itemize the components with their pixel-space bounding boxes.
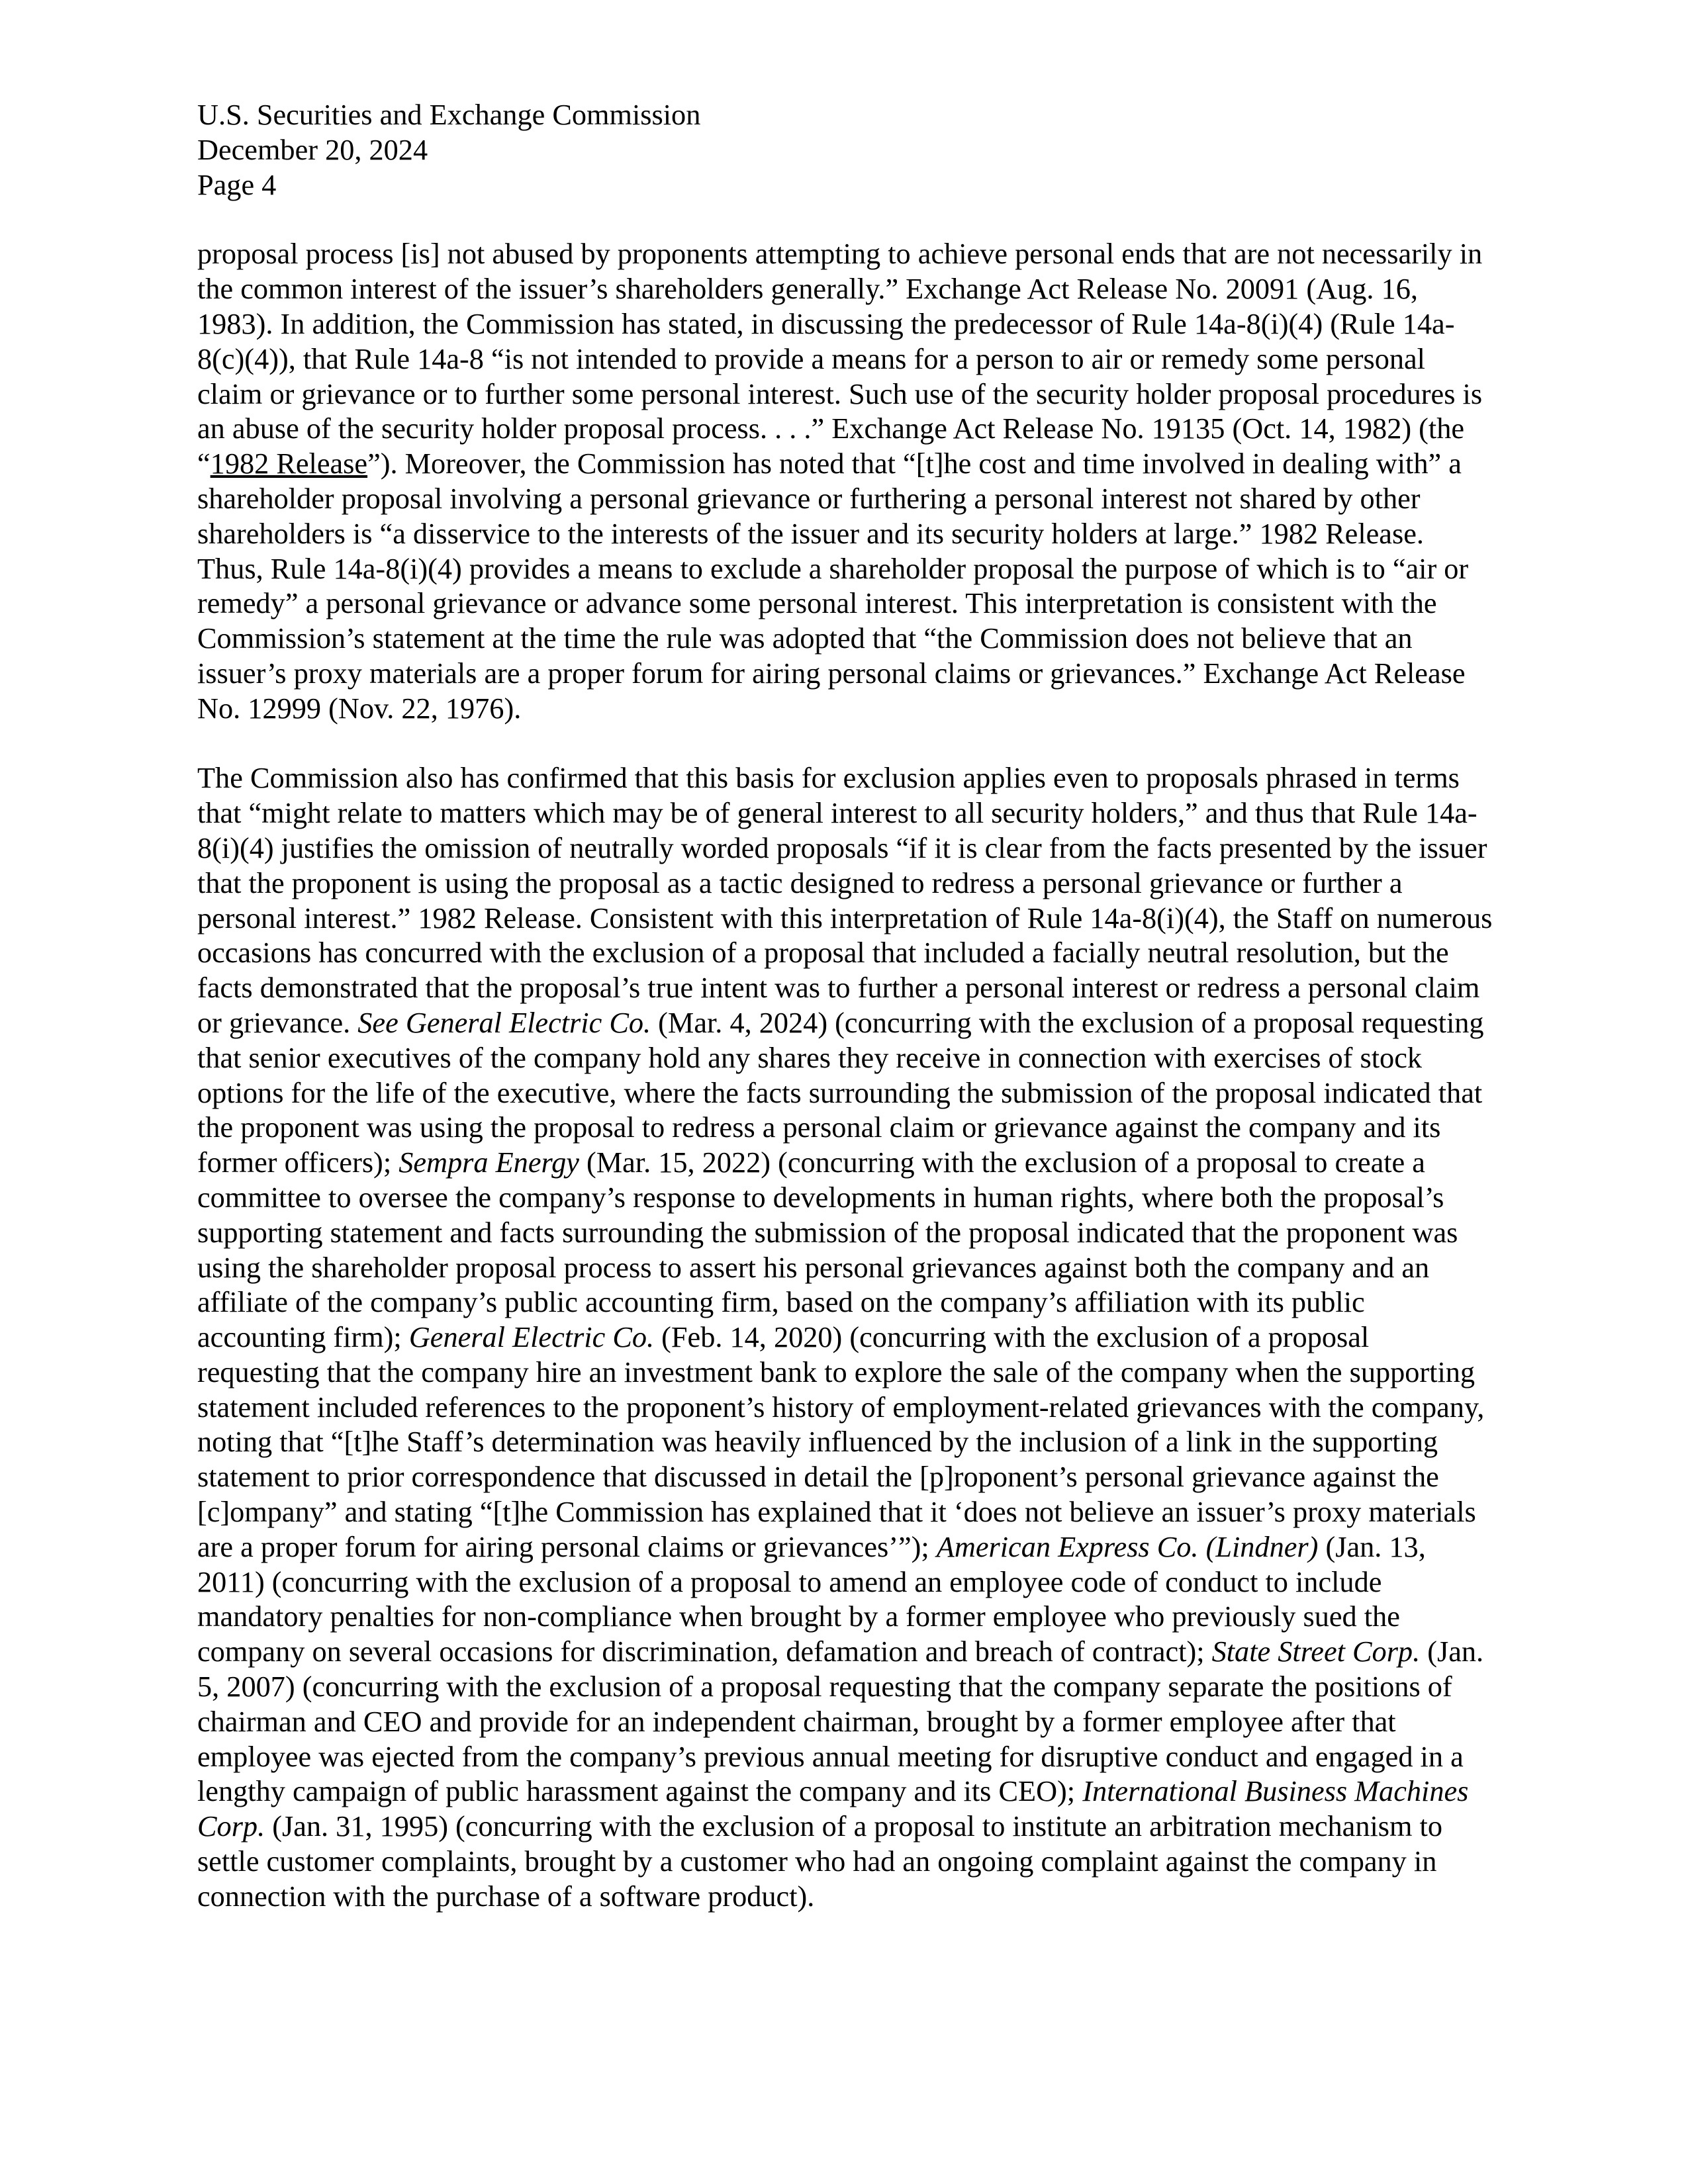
para1-text-b: ”). Moreover, the Commission has noted that “[t]he cost and time involved in dealing with” a shareholder proposal involving a personal grievance or furthering a personal interest not shared by other shareholders is “a disservice to the interests of the issuer and its security holders at large.” 1982 Release. Thus, Rule 14a-8(i)(4) provides a means to exclude a shareholder proposal the purpose of which is to “air or remedy” a personal grievance or advance some personal interest. This interpretation is consistent with the Commission’s statement at the time the rule was adopted that “the Commission does not believe that an issuer’s proxy materials are a proper forum for airing personal claims or grievances.” Exchange Act Release No. 12999 (Nov. 22, 1976). (197, 447, 1469, 725)
para2-text-b: (Mar. 4, 2024) (concurring with the exclusion of a proposal requesting that senior executives of the company hold any shares they receive in connection with exercises of stock options for the life of the executive, where the facts surrounding the submission of the proposal indicated that the proponent was using the proposal to redress a personal claim or grievance against the company and its former officers); (197, 1006, 1484, 1179)
body-paragraph-1 (197, 237, 1495, 726)
case-citation-amex: American Express Co. (Lindner) (936, 1530, 1319, 1563)
case-citation-state-street: State Street Corp. (1211, 1635, 1421, 1668)
case-citation-sempra: Sempra Energy (399, 1146, 579, 1179)
letter-page (197, 98, 1495, 1949)
defined-term-1982-release: 1982 Release (210, 447, 368, 480)
para2-text-c: (Mar. 15, 2022) (concurring with the exclusion of a proposal to create a committee to oversee the company’s response to developments in human rights, where both the proposal’s supporting statement and facts surrounding the submission of the proposal indicated that the proponent was using the shareholder proposal process to assert his personal grievances against both the company and an affiliate of the company’s public accounting firm, based on the company’s affiliation with its public accounting firm); (197, 1146, 1458, 1354)
case-citation-ge-2020: General Electric Co. (408, 1321, 655, 1354)
para2-text-d: (Feb. 14, 2020) (concurring with the exclusion of a proposal requesting that the company hire an investment bank to explore the sale of the company when the supporting statement included references to the proponent’s history of employment-related grievances with the company, noting that “[t]he Staff’s determination was heavily influenced by the inclusion of a link in the supporting statement to prior correspondence that discussed in detail the [p]roponent’s personal grievance against the [c]ompany” and stating “[t]he Commission has explained that it ‘does not believe an issuer’s proxy materials are a proper forum for airing personal claims or grievances’”); (197, 1321, 1485, 1563)
header-page-number: Page 4 (197, 168, 277, 201)
para2-text-g: (Jan. 31, 1995) (concurring with the exclusion of a proposal to institute an arbitration mechanism to settle customer complaints, brought by a customer who had an ongoing complaint against the company in connection with the purchase of a software product). (197, 1810, 1442, 1913)
letter-header (197, 98, 1495, 203)
para2-text-e: (Jan. 13, 2011) (concurring with the exclusion of a proposal to amend an employee code of conduct to include mandatory penalties for non-compliance when brought by a former employee who previously sued the company on several occasions for discrimination, defamation and breach of contract); (197, 1530, 1426, 1668)
para2-text-f: (Jan. 5, 2007) (concurring with the exclusion of a proposal requesting that the company separate the positions of chairman and CEO and provide for an independent chairman, brought by a former employee after that employee was ejected from the company’s previous annual meeting for disruptive conduct and engaged in a lengthy campaign of public harassment against the company and its CEO); (197, 1635, 1484, 1808)
header-recipient: U.S. Securities and Exchange Commission (197, 99, 701, 131)
case-citation-ge-2024: See General Electric Co. (357, 1006, 651, 1039)
para2-text-a: The Commission also has confirmed that this basis for exclusion applies even to proposals phrased in terms that “might relate to matters which may be of general interest to all security holders,” and thus that Rule 14a-8(i)(4) justifies the omission of neutrally worded proposals “if it is clear from the facts presented by the issuer that the proponent is using the proposal as a tactic designed to redress a personal grievance or further a personal interest.” 1982 Release. Consistent with this interpretation of Rule 14a-8(i)(4), the Staff on numerous occasions has concurred with the exclusion of a proposal that included a facially neutral resolution, but the facts demonstrated that the proposal’s true intent was to further a personal interest or redress a personal claim or grievance. (197, 762, 1493, 1039)
case-citation-ibm: International Business Machines Corp. (197, 1775, 1469, 1843)
header-date: December 20, 2024 (197, 133, 428, 166)
para1-text-a: proposal process [is] not abused by proponents attempting to achieve personal ends that are not necessarily in the common interest of the issuer’s shareholders generally.” Exchange Act Release No. 20091 (Aug. 16, 1983). In addition, the Commission has stated, in discussing the predecessor of Rule 14a-8(i)(4) (Rule 14a-8(c)(4)), that Rule 14a-8 “is not intended to provide a means for a person to air or remedy some personal claim or grievance or to further some personal interest. Such use of the security holder proposal procedures is an abuse of the security holder proposal process. . . .” Exchange Act Release No. 19135 (Oct. 14, 1982) (the “ (197, 238, 1483, 480)
body-paragraph-2 (197, 761, 1495, 1914)
